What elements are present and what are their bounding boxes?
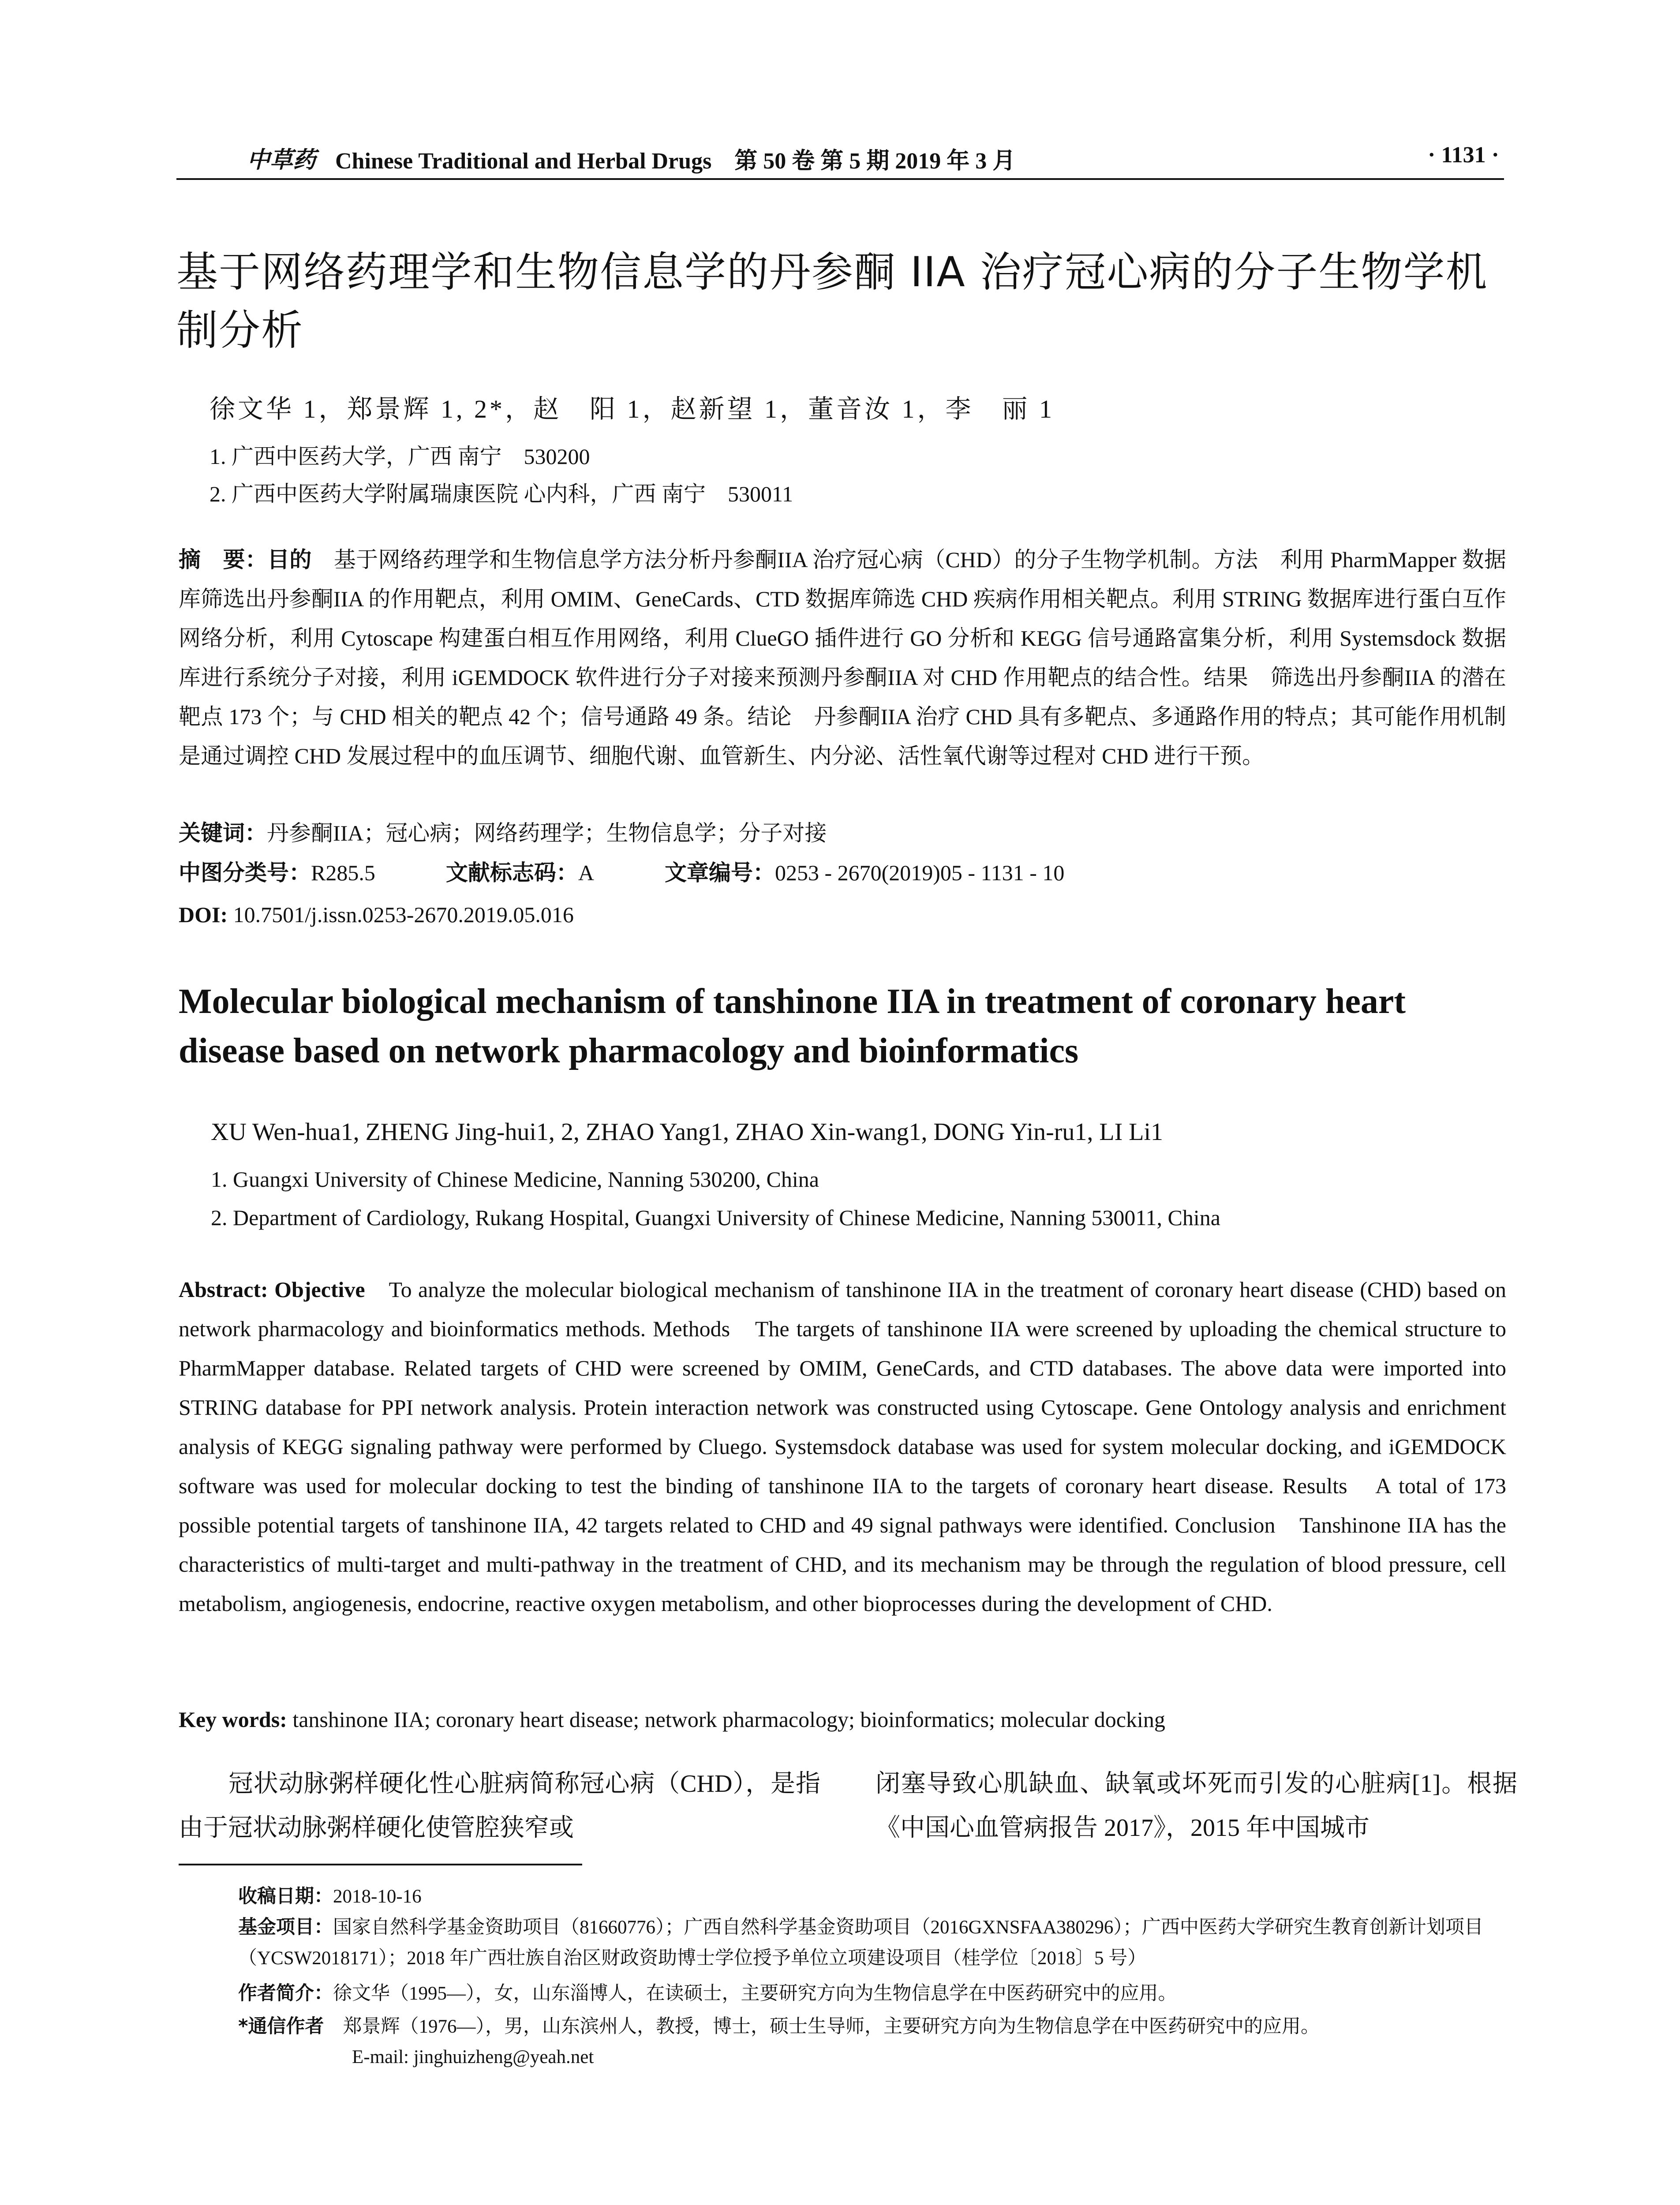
footnote-divider xyxy=(179,1864,582,1865)
english-affiliation-2: 2. Department of Cardiology, Rukang Hospital, Guangxi University of Chinese Medicine, Nanning 530011, China xyxy=(211,1205,1220,1230)
chinese-keywords xyxy=(179,814,1506,853)
english-abstract-text: To analyze the molecular biological mechanism of tanshinone IIA in the treatment of coronary heart disease (CHD) based on network pharmacology and bioinformatics methods. Methods The targets of tanshinone IIA were screened by uploading the chemical structure to PharmMapper database. Related targets of CHD were screened by OMIM, GeneCards, and CTD databases. The above data were imported into STRING database for PPI network analysis. Protein interaction network was constructed using Cytoscape. Gene Ontology analysis and enrichment analysis of KEGG signaling pathway were performed by Cluego. Systemsdock database was used for system molecular docking, and iGEMDOCK software was used for molecular docking to test the binding of tanshinone IIA to the targets of coronary heart disease. Results A total of 173 possible potential targets of tanshinone IIA, 42 targets related to CHD and 49 signal pathways were identified. Conclusion Tanshinone IIA has the characteristics of multi-target and multi-pathway in the treatment of CHD, and its mechanism may be through the regulation of blood pressure, cell metabolism, angiogenesis, endocrine, reactive oxygen metabolism, and other bioprocesses during the development of CHD. xyxy=(179,1277,1507,1616)
body-column-left-text: 冠状动脉粥样硬化性心脏病简称冠心病（CHD），是指由于冠状动脉粥样硬化使管腔狭窄或 xyxy=(179,1770,820,1842)
english-keywords xyxy=(179,1700,1506,1739)
corresponding-email: E-mail: jinghuizheng@yeah.net xyxy=(352,2047,594,2067)
article-number-label: 文章编号： xyxy=(664,860,775,886)
article-number-value: 0253 - 2670(2019)05 - 1131 - 10 xyxy=(775,860,1065,885)
footnote-author-bio xyxy=(238,1978,1508,2009)
chinese-authors: 徐文华 1，郑景辉 1, 2*，赵 阳 1，赵新望 1，董音汝 1，李 丽 1 xyxy=(210,395,1055,423)
author-bio-label: 作者简介： xyxy=(238,1982,333,2004)
chinese-keywords-label: 关键词： xyxy=(179,820,267,846)
doi-line xyxy=(179,895,1506,934)
english-keywords-label: Key words: xyxy=(179,1707,287,1732)
chinese-affiliation-1: 1. 广西中医药大学，广西 南宁 530200 xyxy=(210,444,590,469)
corresponding-author-label: *通信作者 xyxy=(238,2015,324,2037)
english-affiliation-1: 1. Guangxi University of Chinese Medicine, Nanning 530200, China xyxy=(211,1167,819,1192)
footnote-corresponding-author xyxy=(238,2011,1508,2042)
english-abstract xyxy=(179,1270,1506,1623)
chinese-affiliation-2: 2. 广西中医药大学附属瑞康医院 心内科，广西 南宁 530011 xyxy=(210,482,793,506)
journal-logo: 中草药 xyxy=(247,147,316,173)
class-number-value: R285.5 xyxy=(311,860,375,885)
document-code-value: A xyxy=(578,860,594,885)
body-column-right-text: 闭塞导致心肌缺血、缺氧或坏死而引发的心脏病[1]。根据《中国心血管病报告 2017》，2015 年中国城市 xyxy=(876,1770,1517,1842)
footnote-funding xyxy=(238,1912,1508,1974)
chinese-abstract-text: 基于网络药理学和生物信息学方法分析丹参酮IIA 治疗冠心病（CHD）的分子生物学机制。方法 利用 PharmMapper 数据库筛选出丹参酮IIA 的作用靶点，利用 OMIM、GeneCards、CTD 数据库筛选 CHD 疾病作用相关靶点。利用 STRING 数据库进行蛋白互作网络分析，利用 Cytoscape 构建蛋白相互作用网络，利用 ClueGO 插件进行 GO 分析和 KEGG 信号通路富集分析，利用 Systemsdock 数据库进行系统分子对接，利用 iGEMDOCK 软件进行分子对接来预测丹参酮IIA 对 CHD 作用靶点的结合性。结果 筛选出丹参酮IIA 的潜在靶点 173 个；与 CHD 相关的靶点 42 个；信号通路 49 条。结论 丹参酮IIA 治疗 CHD 具有多靶点、多通路作用的特点；其可能作用机制是通过调控 CHD 发展过程中的血压调节、细胞代谢、血管新生、内分泌、活性氧代谢等过程对 CHD 进行干预。 xyxy=(179,547,1507,768)
english-authors: XU Wen-hua1, ZHENG Jing-hui1, 2, ZHAO Yang1, ZHAO Xin-wang1, DONG Yin-ru1, LI Li1 xyxy=(211,1118,1164,1146)
doi-value: 10.7501/j.issn.0253-2670.2019.05.016 xyxy=(233,902,574,927)
body-column-left xyxy=(179,1762,820,1850)
received-date: 2018-10-16 xyxy=(333,1886,422,1907)
doi-label: DOI: xyxy=(179,902,228,927)
chinese-keywords-text: 丹参酮IIA；冠心病；网络药理学；生物信息学；分子对接 xyxy=(267,821,827,845)
chinese-title: 基于网络药理学和生物信息学的丹参酮 IIA 治疗冠心病的分子生物学机制分析 xyxy=(176,248,1488,355)
journal-issue-line: Chinese Traditional and Herbal Drugs 第 50 卷 第 5 期 2019 年 3 月 xyxy=(335,149,1016,174)
funding-label: 基金项目： xyxy=(238,1916,333,1938)
chinese-abstract-label: 摘 要：目的 xyxy=(179,547,312,572)
author-bio-text: 徐文华（1995—），女，山东淄博人，在读硕士，主要研究方向为生物信息学在中医药研究中的应用。 xyxy=(333,1983,1177,2004)
document-code-label: 文献标志码： xyxy=(445,860,578,886)
english-keywords-text: tanshinone IIA; coronary heart disease; network pharmacology; bioinformatics; molecular docking xyxy=(292,1707,1165,1732)
funding-text: 国家自然科学基金资助项目（81660776）；广西自然科学基金资助项目（2016GXNSFAA380296）；广西中医药大学研究生教育创新计划项目（YCSW2018171）；2018 年广西壮族自治区财政资助博士学位授予单位立项建设项目（桂学位〔2018〕5 号） xyxy=(238,1917,1483,1969)
chinese-abstract xyxy=(179,540,1506,776)
corresponding-author-text: 郑景辉（1976—），男，山东滨州人，教授，博士，硕士生导师，主要研究方向为生物信息学在中医药研究中的应用。 xyxy=(343,2016,1320,2037)
received-label: 收稿日期： xyxy=(238,1885,333,1907)
english-title: Molecular biological mechanism of tanshinone IIA in treatment of coronary heart disease based on network pharmacology and bioinformatics xyxy=(179,982,1406,1070)
english-abstract-label: Abstract: Objective xyxy=(179,1277,365,1302)
page-number: · 1131 · xyxy=(1428,142,1499,168)
class-number-label: 中图分类号： xyxy=(179,860,311,886)
chinese-classification-line xyxy=(179,853,1506,893)
body-column-right xyxy=(876,1762,1517,1850)
footnote-received xyxy=(238,1881,1508,1912)
